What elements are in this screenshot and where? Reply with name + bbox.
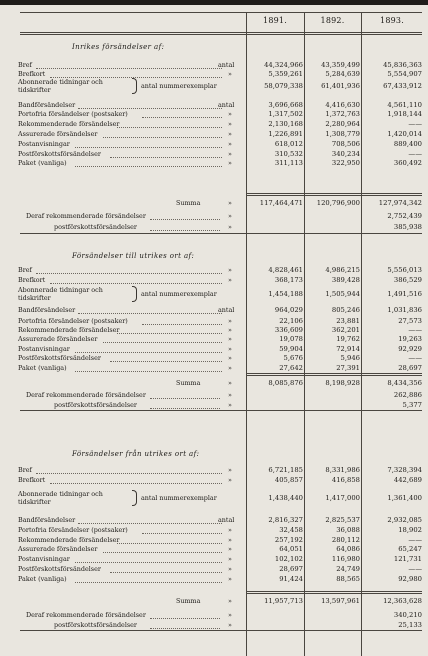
deraf-value: 340,210 <box>393 611 422 619</box>
row-value: 5,284,639 <box>325 70 360 78</box>
row-label: Postanvisningar <box>18 555 70 563</box>
row-unit: » <box>228 276 232 284</box>
summa-value: 8,085,876 <box>268 379 303 387</box>
row-leader <box>142 533 222 535</box>
row-label: Bref <box>18 266 32 274</box>
row-label: Bref <box>18 466 32 474</box>
row-value: 336,609 <box>274 326 303 334</box>
row-label: Bandförsändelser <box>18 101 76 109</box>
row-value: 59,904 <box>279 345 303 353</box>
row-value: 805,246 <box>331 306 360 314</box>
row-value: 2,825,537 <box>325 516 360 524</box>
row-unit: antal <box>218 516 235 524</box>
row-value: 322,950 <box>331 159 360 167</box>
row-value: 1,226,891 <box>268 130 303 138</box>
row-unit: » <box>228 140 232 148</box>
row-value: 65,247 <box>398 545 422 553</box>
row-label: Rekommenderade försändelser <box>18 120 120 128</box>
row-leader <box>75 371 222 373</box>
row-value: 618,012 <box>274 140 303 148</box>
row-label: Bandförsändelser <box>18 306 76 314</box>
deraf-value: 262,886 <box>393 391 422 399</box>
summa-rule-2 <box>246 195 422 196</box>
row-unit: » <box>228 70 232 78</box>
row-unit: antal <box>218 61 235 69</box>
row-value: 362,201 <box>331 326 360 334</box>
row-unit: antal <box>218 101 235 109</box>
row-value: 311,113 <box>274 159 303 167</box>
row-value: 19,263 <box>398 335 422 343</box>
row-value: 4,986,215 <box>325 266 360 274</box>
row-leader <box>50 283 222 285</box>
row-value: 36,088 <box>336 526 360 534</box>
row-unit: antal nummerexemplar <box>141 290 217 298</box>
row-label: Portofria försändelser (postsaker) <box>18 110 128 118</box>
summa-rule <box>246 591 422 592</box>
row-unit: » <box>228 110 232 118</box>
row-unit: » <box>228 120 232 128</box>
row-value: 3,696,668 <box>268 101 303 109</box>
row-label: Postförskottsförsändelser <box>18 565 101 573</box>
row-unit: » <box>228 555 232 563</box>
summa-unit: » <box>228 199 232 207</box>
column-header-year: 1892. <box>320 16 345 25</box>
section-title: Försändelser till utrikes ort af: <box>72 252 195 260</box>
row-value: 964,029 <box>274 306 303 314</box>
row-unit: » <box>228 345 232 353</box>
row-value: 405,857 <box>274 476 303 484</box>
summa-label: Summa <box>176 597 201 605</box>
row-value: —— <box>408 326 422 334</box>
deraf-unit: » <box>228 391 232 399</box>
row-leader <box>36 273 222 275</box>
row-leader <box>117 333 222 335</box>
row-value: —— <box>408 120 422 128</box>
summa-label: Summa <box>176 199 201 207</box>
row-label: Postförskottsförsändelser <box>18 354 101 362</box>
row-value: 5,554,907 <box>387 70 422 78</box>
deraf-leader <box>150 219 220 221</box>
deraf-label: postförskottsförsändelser <box>54 401 137 409</box>
row-value: 44,324,966 <box>264 61 303 69</box>
row-value: 1,918,144 <box>387 110 422 118</box>
row-label: Portofria försändelser (postsaker) <box>18 526 128 534</box>
summa-value: 120,796,900 <box>316 199 360 207</box>
row-value: 1,317,502 <box>268 110 303 118</box>
deraf-unit: » <box>228 223 232 231</box>
summa-value: 117,464,471 <box>259 199 303 207</box>
section-title: Försändelser från utrikes ort af: <box>72 450 200 458</box>
summa-rule-2 <box>246 375 422 376</box>
row-value: 8,331,986 <box>325 466 360 474</box>
row-value: 4,416,630 <box>325 101 360 109</box>
row-label: Rekommenderade försändelser <box>18 536 120 544</box>
row-label: Paket (vanliga) <box>18 364 67 372</box>
row-unit: » <box>228 536 232 544</box>
row-value: 1,361,400 <box>387 494 422 502</box>
row-value: 1,420,014 <box>387 130 422 138</box>
row-unit: » <box>228 317 232 325</box>
row-label: Bandförsändelser <box>18 516 76 524</box>
deraf-unit: » <box>228 212 232 220</box>
row-value: 389,428 <box>331 276 360 284</box>
deraf-value: 385,938 <box>393 223 422 231</box>
row-unit: » <box>228 335 232 343</box>
summa-rule <box>246 193 422 194</box>
row-unit: antal nummerexemplar <box>141 82 217 90</box>
row-value: 5,946 <box>340 354 360 362</box>
row-value: 386,529 <box>393 276 422 284</box>
row-value: —— <box>408 150 422 158</box>
row-value: 889,400 <box>393 140 422 148</box>
row-value: 1,031,836 <box>387 306 422 314</box>
row-unit: » <box>228 466 232 474</box>
row-label: Brefkort <box>18 70 46 78</box>
row-unit: » <box>228 266 232 274</box>
row-label: Brefkort <box>18 276 46 284</box>
row-brace <box>132 78 137 94</box>
row-label: Rekommenderade försändelser <box>18 326 120 334</box>
row-value: 64,051 <box>279 545 303 553</box>
summa-value: 13,597,961 <box>321 597 360 605</box>
deraf-unit: » <box>228 611 232 619</box>
row-label: Postförskottsförsändelser <box>18 150 101 158</box>
row-label: Assurerade försändelser <box>18 335 98 343</box>
row-leader <box>103 137 222 139</box>
row-unit: » <box>228 545 232 553</box>
row-value: 1,308,779 <box>325 130 360 138</box>
row-value: 4,828,461 <box>268 266 303 274</box>
column-header-year: 1893. <box>380 16 404 25</box>
deraf-label: Deraf rekommenderade försändelser <box>26 212 146 220</box>
deraf-leader <box>150 230 220 232</box>
row-unit: » <box>228 354 232 362</box>
row-unit: » <box>228 364 232 372</box>
row-leader <box>50 483 222 485</box>
section-title: Inrikes försändelser af: <box>72 43 165 51</box>
row-value: 28,697 <box>279 565 303 573</box>
row-brace <box>132 490 137 506</box>
row-label: Portofria försändelser (postsaker) <box>18 317 128 325</box>
deraf-label: postförskottsförsändelser <box>54 621 137 629</box>
row-leader <box>78 523 222 525</box>
row-value: 5,556,013 <box>387 266 422 274</box>
row-label: Postanvisningar <box>18 345 70 353</box>
row-value: 6,721,185 <box>268 466 303 474</box>
row-value: 19,762 <box>336 335 360 343</box>
row-value: 2,130,168 <box>268 120 303 128</box>
row-label: Abonnerade tidningar och tidskrifter <box>18 286 103 302</box>
row-label: Paket (vanliga) <box>18 159 67 167</box>
row-leader <box>36 68 222 70</box>
row-value: 280,112 <box>331 536 360 544</box>
row-value: 1,491,516 <box>387 290 422 298</box>
row-value: 45,836,363 <box>383 61 422 69</box>
row-value: 121,731 <box>393 555 422 563</box>
row-unit: » <box>228 150 232 158</box>
deraf-leader <box>150 618 220 620</box>
row-value: 368,173 <box>274 276 303 284</box>
row-label: Postanvisningar <box>18 140 70 148</box>
summa-value: 8,198,928 <box>325 379 360 387</box>
row-value: 32,458 <box>279 526 303 534</box>
column-header-year: 1891. <box>263 16 287 25</box>
deraf-value: 5,377 <box>402 401 422 409</box>
row-value: 102,102 <box>274 555 303 563</box>
row-value: 1,372,763 <box>325 110 360 118</box>
row-value: 88,565 <box>336 575 360 583</box>
summa-value: 11,957,713 <box>264 597 303 605</box>
row-unit: » <box>228 575 232 583</box>
row-leader <box>117 543 222 545</box>
row-leader <box>110 157 222 159</box>
summa-rule <box>246 373 422 374</box>
row-label: Assurerade försändelser <box>18 130 98 138</box>
row-value: 1,454,188 <box>268 290 303 298</box>
row-value: 92,929 <box>398 345 422 353</box>
deraf-value: 2,752,439 <box>387 212 422 220</box>
row-value: 58,079,338 <box>264 82 303 90</box>
row-brace <box>132 286 137 302</box>
deraf-unit: » <box>228 621 232 629</box>
row-value: 257,192 <box>274 536 303 544</box>
row-value: —— <box>408 354 422 362</box>
row-unit: antal nummerexemplar <box>141 494 217 502</box>
row-value: 2,280,964 <box>325 120 360 128</box>
row-value: 22,106 <box>279 317 303 325</box>
row-value: 64,086 <box>336 545 360 553</box>
row-unit: » <box>228 565 232 573</box>
row-label: Paket (vanliga) <box>18 575 67 583</box>
row-value: 7,328,394 <box>387 466 422 474</box>
row-leader <box>75 582 222 584</box>
deraf-unit: » <box>228 401 232 409</box>
row-value: 340,234 <box>331 150 360 158</box>
row-value: 43,359,499 <box>321 61 360 69</box>
row-value: 5,359,261 <box>268 70 303 78</box>
deraf-label: postförskottsförsändelser <box>54 223 137 231</box>
section-end-rule <box>20 233 422 234</box>
summa-label: Summa <box>176 379 201 387</box>
row-value: 19,078 <box>279 335 303 343</box>
row-value: 310,532 <box>274 150 303 158</box>
row-leader <box>103 552 222 554</box>
row-value: 2,816,327 <box>268 516 303 524</box>
summa-value: 12,363,628 <box>383 597 422 605</box>
deraf-label: Deraf rekommenderade försändelser <box>26 391 146 399</box>
row-leader <box>142 324 222 326</box>
row-value: 5,676 <box>283 354 303 362</box>
row-value: 24,749 <box>336 565 360 573</box>
row-label: Abonnerade tidningar och tidskrifter <box>18 490 103 506</box>
row-value: 91,424 <box>279 575 303 583</box>
row-label: Assurerade försändelser <box>18 545 98 553</box>
summa-value: 127,974,342 <box>378 199 422 207</box>
deraf-label: Deraf rekommenderade försändelser <box>26 611 146 619</box>
row-leader <box>110 572 222 574</box>
deraf-value: 25,133 <box>398 621 422 629</box>
row-value: 416,858 <box>331 476 360 484</box>
row-value: 61,401,936 <box>321 82 360 90</box>
section-end-rule <box>20 410 422 411</box>
summa-unit: » <box>228 597 232 605</box>
row-value: 28,697 <box>398 364 422 372</box>
row-value: 708,506 <box>331 140 360 148</box>
row-value: 23,881 <box>336 317 360 325</box>
row-leader <box>110 361 222 363</box>
row-label: Brefkort <box>18 476 46 484</box>
row-label: Abonnerade tidningar och tidskrifter <box>18 78 103 94</box>
deraf-leader <box>150 398 220 400</box>
row-value: 2,932,085 <box>387 516 422 524</box>
row-leader <box>142 117 222 119</box>
row-leader <box>75 166 222 168</box>
row-unit: » <box>228 476 232 484</box>
row-leader <box>103 342 222 344</box>
row-unit: » <box>228 159 232 167</box>
page-top-edge <box>0 0 428 5</box>
row-value: 27,391 <box>336 364 360 372</box>
row-value: 1,505,944 <box>325 290 360 298</box>
row-value: 67,433,912 <box>383 82 422 90</box>
row-value: 4,561,110 <box>387 101 422 109</box>
row-value: 1,438,440 <box>268 494 303 502</box>
row-value: 72,914 <box>336 345 360 353</box>
row-unit: » <box>228 526 232 534</box>
row-value: 27,573 <box>398 317 422 325</box>
row-value: 18,902 <box>398 526 422 534</box>
row-value: 27,642 <box>279 364 303 372</box>
row-value: —— <box>408 565 422 573</box>
row-leader <box>78 313 222 315</box>
row-value: 92,980 <box>398 575 422 583</box>
row-unit: antal <box>218 306 235 314</box>
summa-rule-2 <box>246 593 422 594</box>
summa-value: 8,434,356 <box>387 379 422 387</box>
row-value: 442,689 <box>393 476 422 484</box>
row-leader <box>75 562 222 564</box>
row-value: 1,417,000 <box>325 494 360 502</box>
row-value: —— <box>408 536 422 544</box>
row-leader <box>117 127 222 129</box>
row-label: Bref <box>18 61 32 69</box>
row-leader <box>36 473 222 475</box>
summa-unit: » <box>228 379 232 387</box>
row-value: 360,492 <box>393 159 422 167</box>
row-leader <box>75 147 222 149</box>
section-end-rule <box>20 630 422 631</box>
row-unit: » <box>228 326 232 334</box>
row-value: 116,980 <box>331 555 360 563</box>
row-unit: » <box>228 130 232 138</box>
